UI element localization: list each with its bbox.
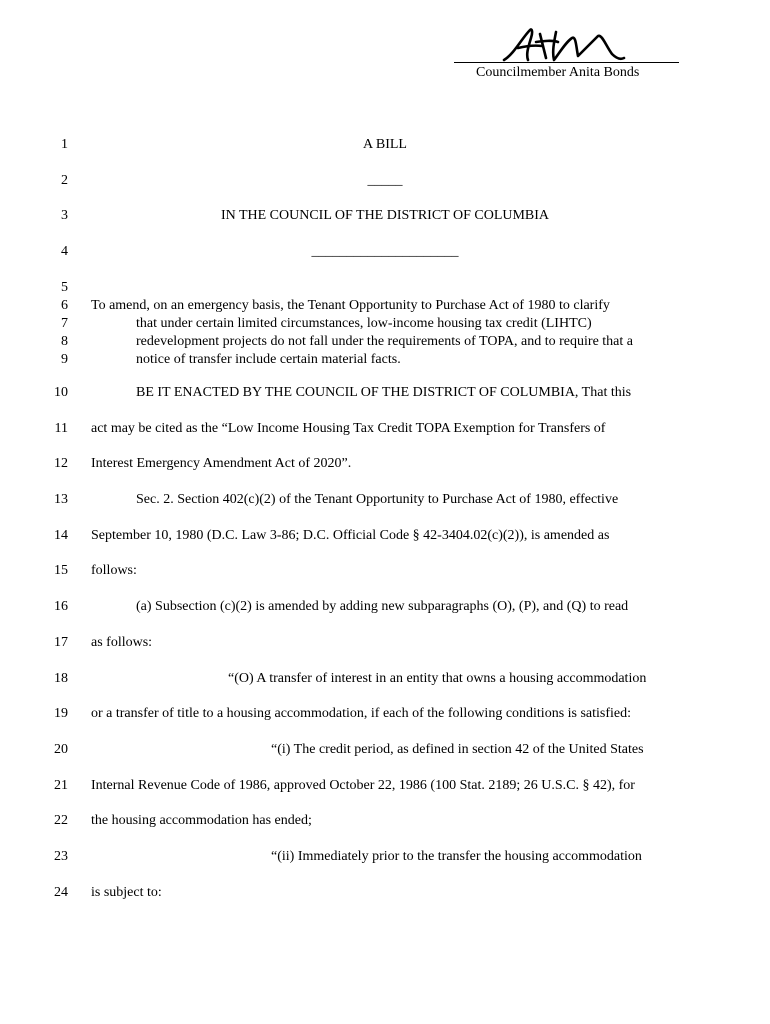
line-number: 24 [54,885,68,900]
bill-number-blank: _____ [367,173,403,188]
line-number: 4 [61,244,68,259]
subparagraph-line: “(O) A transfer of interest in an entity that owns a housing accommodation [228,671,647,686]
purpose-line: notice of transfer include certain material facts. [136,352,401,367]
line-number: 19 [54,706,68,721]
subsubparagraph-line: “(i) The credit period, as defined in section 42 of the United States [271,742,644,757]
line-number: 13 [54,492,68,507]
subsubparagraph-line: “(ii) Immediately prior to the transfer the housing accommodation [271,849,642,864]
date-blank: _____________________ [311,244,459,259]
body-line: or a transfer of title to a housing accommodation, if each of the following conditions is satisfied: [91,706,632,721]
body-line: Interest Emergency Amendment Act of 2020”. [91,456,352,471]
line-number: 15 [54,563,68,578]
purpose-line: that under certain limited circumstances, low-income housing tax credit (LIHTC) [136,316,592,331]
line-number: 11 [54,421,68,436]
section-heading: Sec. 2. Section 402(c)(2) of the Tenant Opportunity to Purchase Act of 1980, effective [136,492,619,507]
line-number: 3 [61,208,68,223]
purpose-line: redevelopment projects do not fall under the requirements of TOPA, and to require that a [136,334,633,349]
line-number: 8 [61,334,68,349]
line-number: 12 [54,456,68,471]
line-number: 18 [54,671,68,686]
enacting-clause: BE IT ENACTED BY THE COUNCIL OF THE DISTRICT OF COLUMBIA, That this [136,385,632,400]
line-number: 21 [54,778,68,793]
body-line: the housing accommodation has ended; [91,813,312,828]
bill-title: A BILL [363,137,407,152]
signature-mark [500,24,630,66]
line-number: 23 [54,849,68,864]
body-line: September 10, 1980 (D.C. Law 3-86; D.C. Official Code § 42-3404.02(c)(2)), is amended as [91,528,610,543]
line-number: 9 [61,352,68,367]
line-number: 1 [61,137,68,152]
signatory-name: Councilmember Anita Bonds [476,65,640,80]
line-number: 17 [54,635,68,650]
line-number: 14 [54,528,68,543]
body-line: Internal Revenue Code of 1986, approved October 22, 1986 (100 Stat. 2189; 26 U.S.C. § 42), for [91,778,635,793]
body-line: is subject to: [91,885,162,900]
line-number: 20 [54,742,68,757]
line-number: 6 [61,298,68,313]
line-number: 7 [61,316,68,331]
body-line: act may be cited as the “Low Income Housing Tax Credit TOPA Exemption for Transfers of [91,421,606,436]
purpose-line: To amend, on an emergency basis, the Tenant Opportunity to Purchase Act of 1980 to clarify [91,298,610,313]
line-number: 10 [54,385,68,400]
line-number: 16 [54,599,68,614]
body-line: as follows: [91,635,153,650]
line-number: 5 [61,280,68,295]
line-number: 2 [61,173,68,188]
council-heading: IN THE COUNCIL OF THE DISTRICT OF COLUMBIA [220,208,550,223]
line-number: 22 [54,813,68,828]
subsection-line: (a) Subsection (c)(2) is amended by adding new subparagraphs (O), (P), and (Q) to read [136,599,629,614]
signature-line [454,62,679,63]
body-line: follows: [91,563,137,578]
